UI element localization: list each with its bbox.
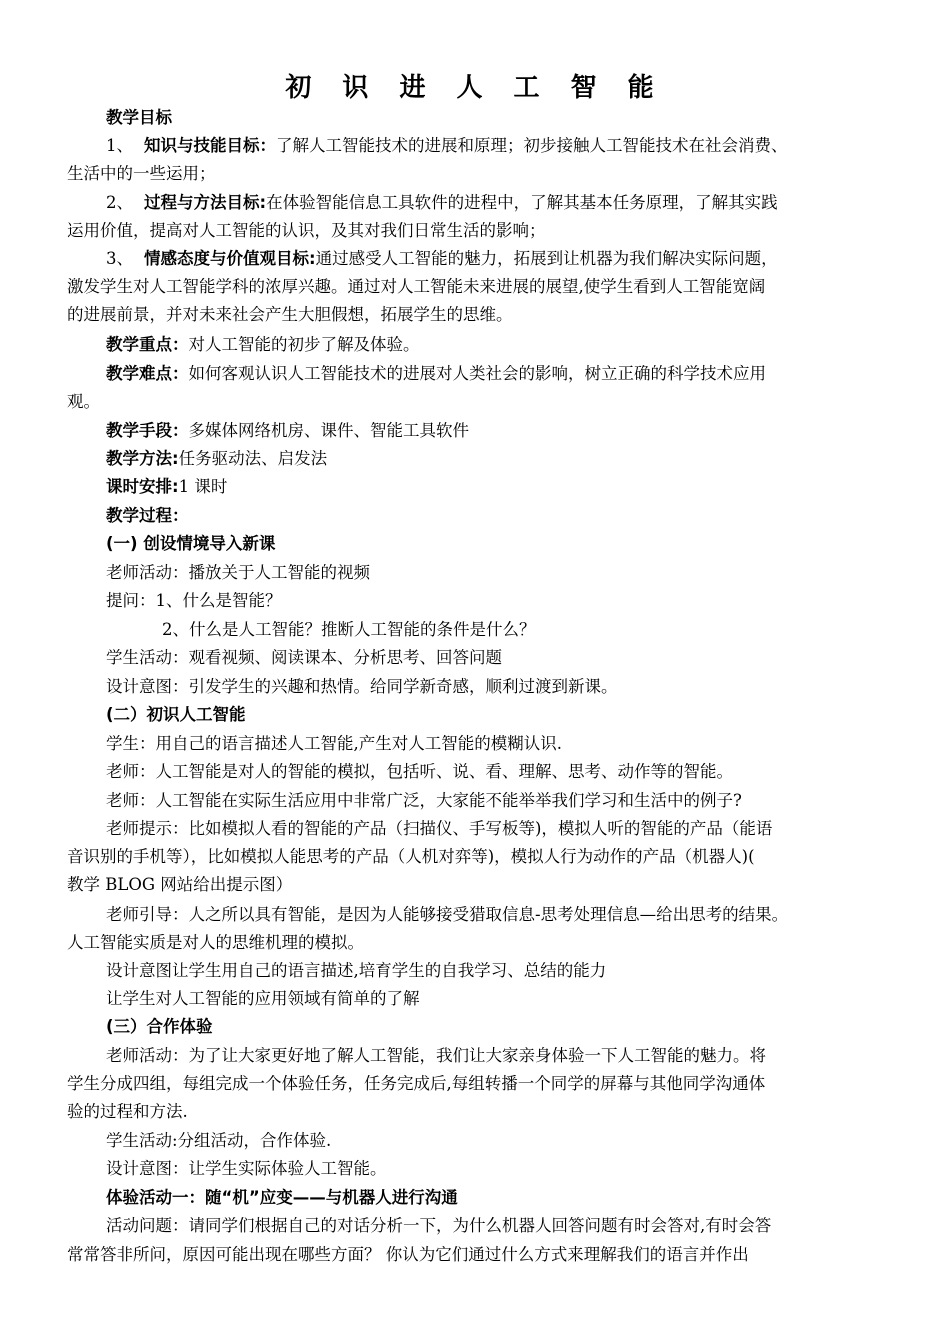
page-title: 初 识 进 人 工 智 能 [285, 73, 665, 103]
objective-3-continued-1: 激发学生对人工智能学科的浓厚兴趣。通过对人工智能未来进展的展望,使学生看到人工智能宽阔 [67, 277, 766, 296]
section-2-line: 学生：用自己的语言描述人工智能,产生对人工智能的模糊认识. [106, 734, 562, 753]
section-2-line: 老师提示：比如模拟人看的智能的产品（扫描仪、手写板等)，模拟人听的智能的产品（能语 [106, 819, 773, 838]
objective-3-label: 情感态度与价值观目标: [144, 249, 316, 268]
objective-3-text: 通过感受人工智能的魅力，拓展到让机器为我们解决实际问题， [315, 249, 778, 268]
section-2-line: 老师引导：人之所以具有智能，是因为人能够接受猎取信息-思考处理信息—给出思考的结果。 [106, 905, 789, 924]
teaching-method-label: 教学方法: [106, 449, 179, 468]
teaching-means [106, 417, 936, 445]
section-3-line: 常常答非所问，原因可能出现在哪些方面？ 你认为它们通过什么方式来理解我们的语言并作出 [67, 1245, 749, 1264]
objective-2 [106, 189, 936, 217]
section-3-heading: (三）合作体验 [106, 1017, 213, 1036]
teaching-method [106, 445, 936, 473]
difficulty-text: 如何客观认识人工智能技术的进展对人类社会的影响，树立正确的科学技术应用 [188, 364, 766, 383]
objective-3-number: 3、 [106, 249, 133, 268]
key-point-text: 对人工智能的初步了解及体验。 [188, 335, 420, 354]
objective-2-label: 过程与方法目标: [144, 193, 267, 212]
key-point-label: 教学重点： [106, 335, 189, 354]
section-1-line: 老师活动：播放关于人工智能的视频 [106, 563, 370, 582]
difficulty [106, 360, 936, 388]
section-1-line: 提问：1、什么是智能？ [106, 591, 282, 610]
section-1-line: 学生活动：观看视频、阅读课本、分析思考、回答问题 [106, 648, 502, 667]
teaching-method-text: 任务驱动法、启发法 [178, 449, 328, 468]
schedule-text: 1 课时 [178, 477, 228, 496]
section-3-line: 学生分成四组，每组完成一个体验任务，任务完成后,每组转播一个同学的屏幕与其他同学沟通体 [67, 1074, 766, 1093]
section-3-line: 验的过程和方法. [67, 1102, 188, 1121]
section-2-line: 让学生对人工智能的应用领域有简单的了解 [106, 989, 420, 1008]
objective-3 [106, 245, 936, 273]
objective-1-continued: 生活中的一些运用； [67, 164, 216, 183]
objective-1 [106, 132, 936, 160]
section-3-line: 活动问题：请同学们根据自己的对话分析一下，为什么机器人回答问题有时会答对,有时会答 [106, 1216, 772, 1235]
objectives-heading: 教学目标 [106, 108, 172, 127]
section-3-line: 设计意图：让学生实际体验人工智能。 [106, 1159, 387, 1178]
objective-2-continued: 运用价值，提高对人工智能的认识，及其对我们日常生活的影响； [67, 221, 546, 240]
section-2-line: 音识别的手机等），比如模拟人能思考的产品（人机对弈等)，模拟人行为动作的产品（机器人)( [67, 847, 755, 866]
process-heading: 教学过程： [106, 506, 189, 525]
section-1-heading: (一) 创设情境导入新课 [106, 534, 276, 553]
section-2-line: 设计意图让学生用自己的语言描述,培育学生的自我学习、总结的能力 [106, 961, 607, 980]
objective-1-text: 了解人工智能技术的进展和原理；初步接触人工智能技术在社会消费、 [276, 136, 788, 155]
objective-1-label: 知识与技能目标： [144, 136, 276, 155]
section-1-line: 2、什么是人工智能？推断人工智能的条件是什么？ [162, 620, 536, 639]
teaching-means-label: 教学手段： [106, 421, 189, 440]
objective-2-text: 在体验智能信息工具软件的进程中，了解其基本任务原理，了解其实践 [266, 193, 778, 212]
difficulty-label: 教学难点： [106, 364, 189, 383]
section-2-heading: (二）初识人工智能 [106, 705, 246, 724]
schedule-label: 课时安排: [106, 477, 179, 496]
objective-1-number: 1、 [106, 136, 133, 155]
section-2-line: 人工智能实质是对人的思维机理的模拟。 [67, 933, 364, 952]
difficulty-continued: 观。 [67, 392, 100, 411]
section-3-line: 老师活动：为了让大家更好地了解人工智能，我们让大家亲身体验一下人工智能的魅力。将 [106, 1046, 766, 1065]
section-2-line: 老师：人工智能在实际生活应用中非常广泛，大家能不能举举我们学习和生活中的例子? [106, 791, 742, 810]
key-point [106, 331, 936, 359]
schedule [106, 473, 936, 501]
section-2-line: 老师：人工智能是对人的智能的模拟，包括听、说、看、理解、思考、动作等的智能。 [106, 762, 733, 781]
objective-3-continued-2: 的进展前景，并对未来社会产生大胆假想，拓展学生的思维。 [67, 305, 513, 324]
teaching-means-text: 多媒体网络机房、课件、智能工具软件 [188, 421, 469, 440]
section-1-line: 设计意图：引发学生的兴趣和热情。给同学新奇感，顺利过渡到新课。 [106, 677, 618, 696]
activity-1-heading: 体验活动一：随“机”应变——与机器人进行沟通 [106, 1188, 458, 1207]
objective-2-number: 2、 [106, 193, 133, 212]
section-2-line: 教学 BLOG 网站给出提示图） [67, 875, 293, 894]
section-3-line: 学生活动:分组活动，合作体验. [106, 1131, 332, 1150]
